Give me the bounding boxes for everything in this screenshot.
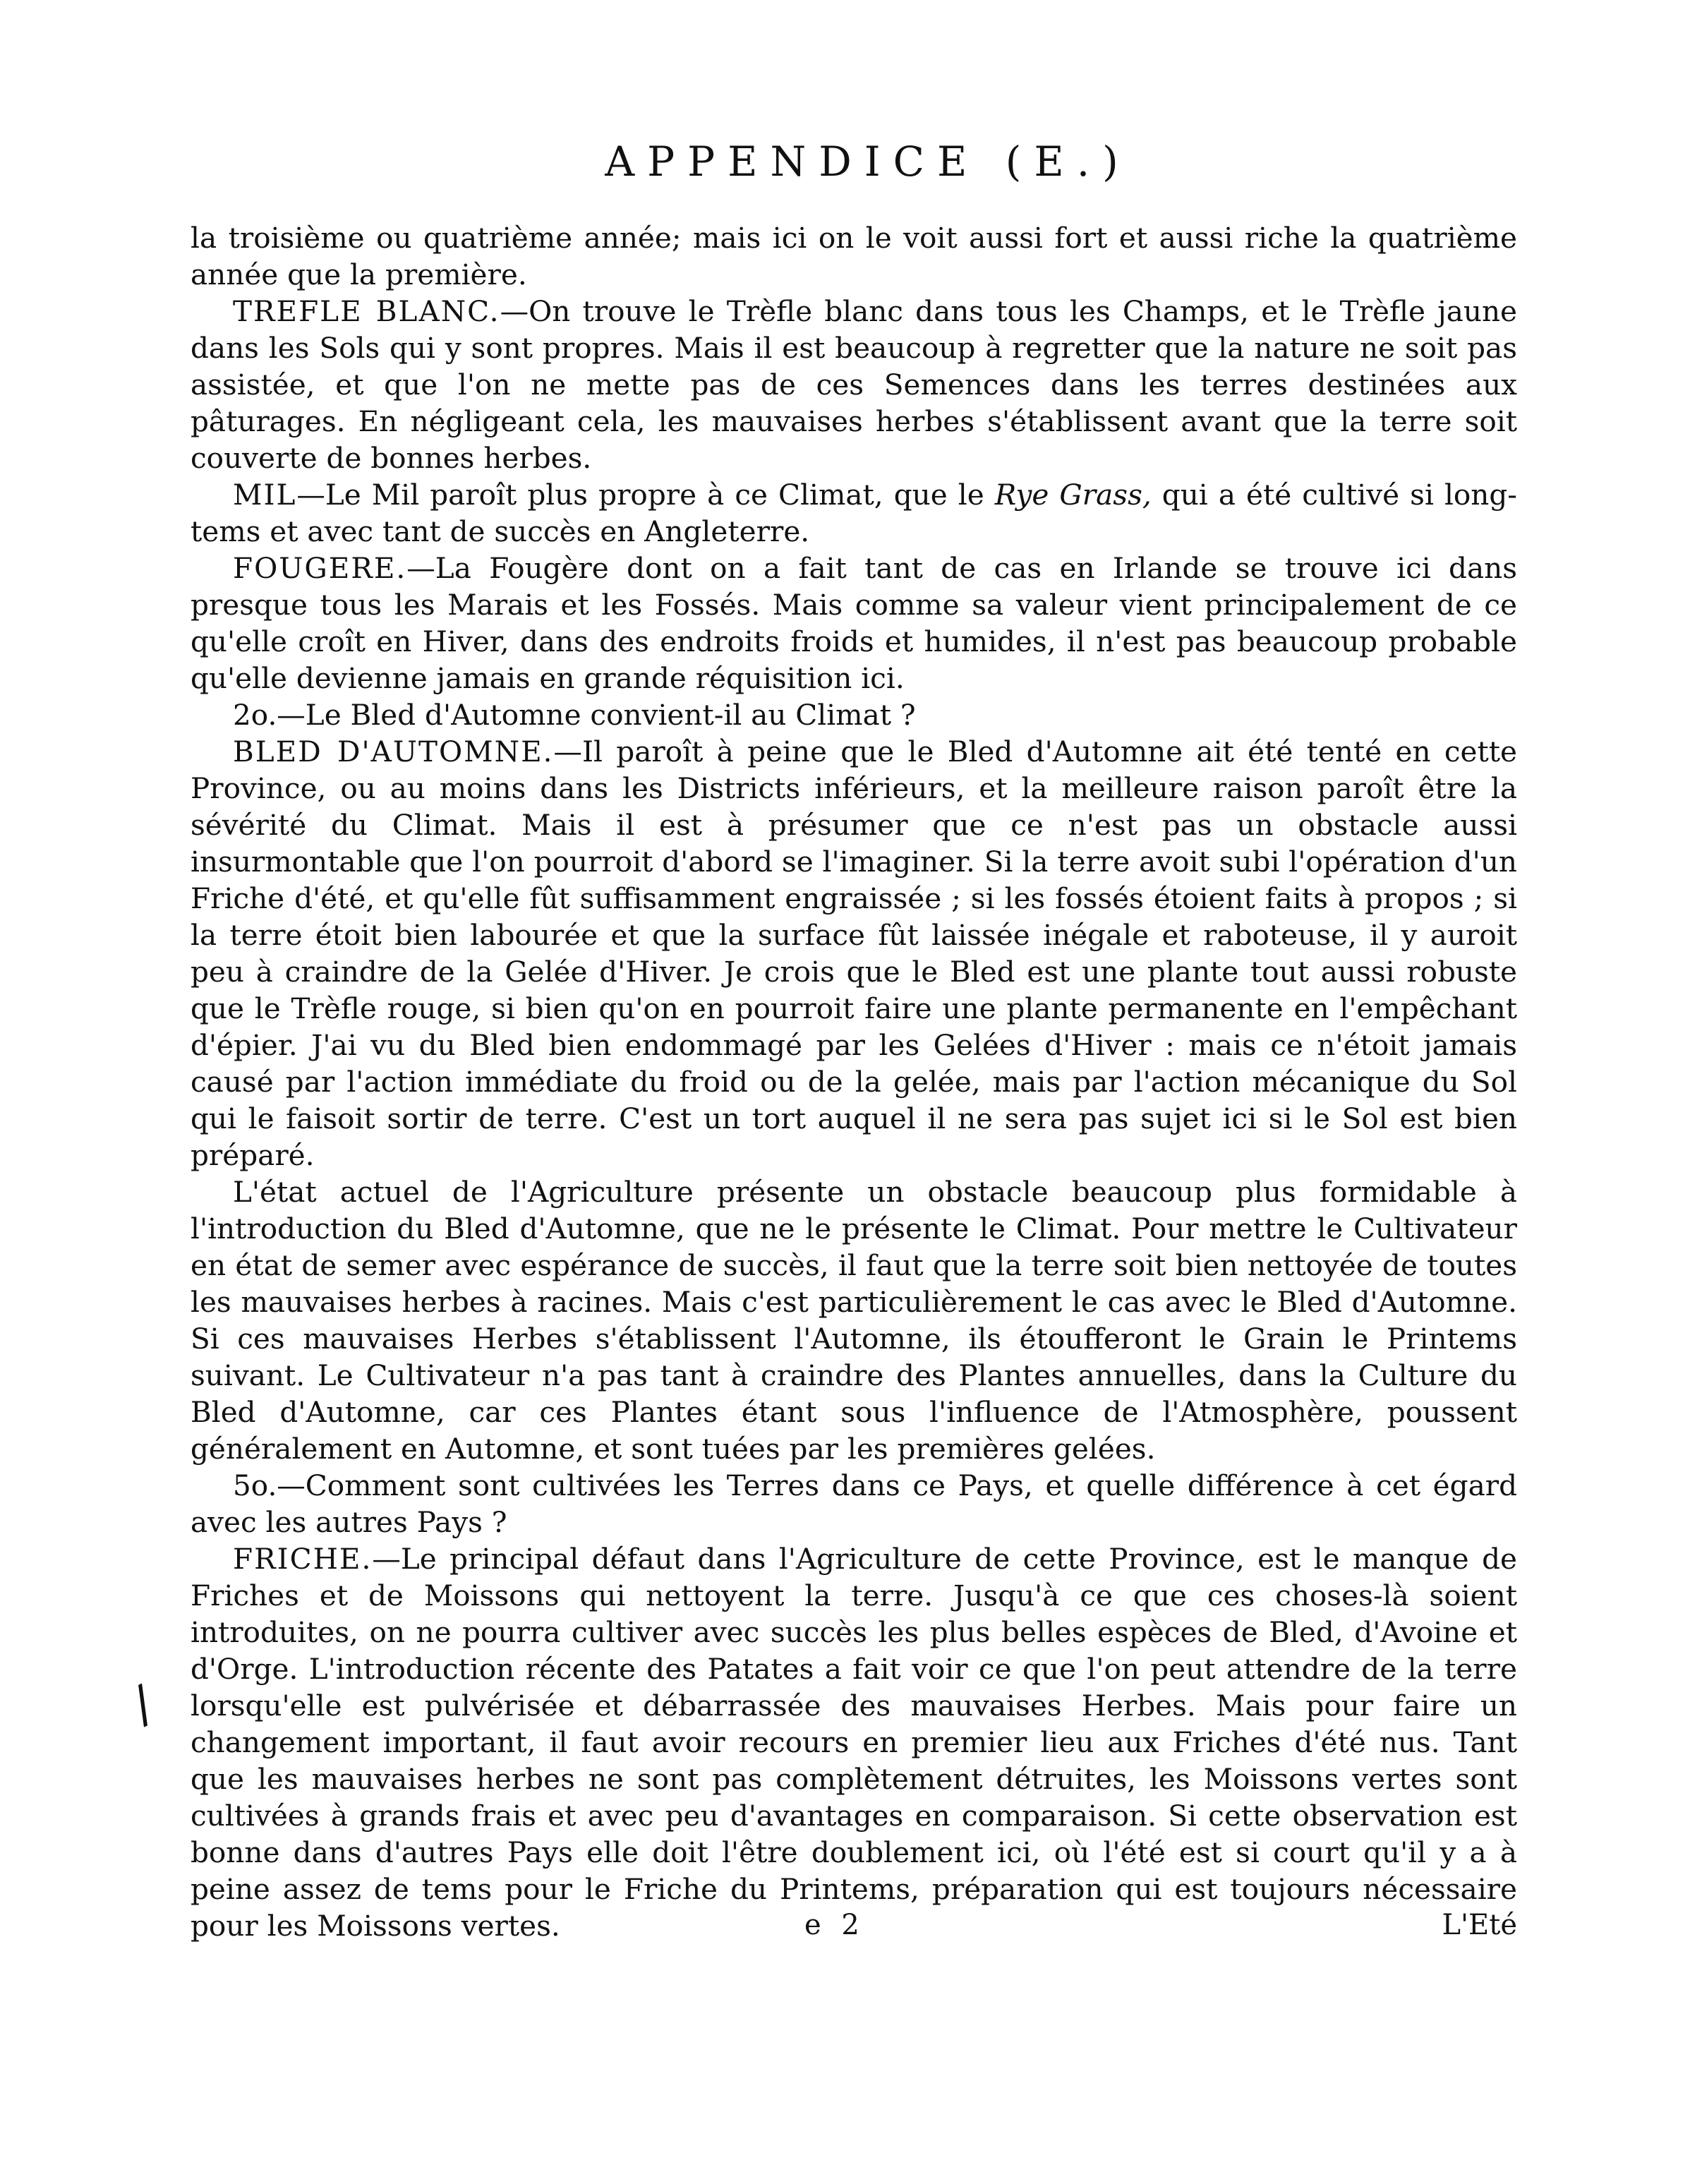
paragraph-text: —Le principal défaut dans l'Agriculture de cette Province, est le manque de Friches et de Moissons qui nettoyent la terre. Jusqu'à ce que ces choses-là soient introduites, on ne pourra cultiver avec succès les plus belles espèces de Bled, d'Avoine et d'Orge. L'introduction récente des Patates a fait voir ce que l'on peut attendre de la terre lorsqu'elle est pulvérisée et débarrassée des mauvaises Herbes. Mais pour faire un changement important, il faut avoir recours en premier lieu aux Friches d'été nus. Tant que les mauvaises herbes ne sont pas complètement détruites, les Moissons vertes sont cultivées à grands frais et avec peu d'avantages en comparaison. Si cette observation est bonne dans d'autres Pays elle doit l'être doublement ici, où l'été est si court qu'il y a à peine assez de tems pour le Friche du Printems, préparation qui est toujours nécessaire pour les Moissons vertes. <box>191 1542 1517 1943</box>
page <box>122 138 1518 2071</box>
paragraph-continuation <box>191 219 1517 293</box>
running-head: APPENDICE (E.) <box>605 138 1131 186</box>
paragraph-mil <box>191 476 1517 550</box>
margin-annotation: / <box>122 1674 162 1734</box>
question-2 <box>191 696 1517 733</box>
paragraph-text: qui a été cultivé si long-tems et avec tant de succès en Angleterre. <box>191 478 1517 548</box>
section-heading: FOUGERE. <box>233 551 407 585</box>
question-text: 2o.—Le Bled d'Automne convient-il au Climat ? <box>233 698 916 732</box>
paragraph-fougere <box>191 550 1517 696</box>
question-5 <box>191 1467 1517 1540</box>
section-heading: MIL <box>233 478 297 512</box>
catchword: L'Eté <box>1442 1909 1517 1941</box>
italic-term: Rye Grass, <box>994 478 1152 512</box>
question-text: 5o.—Comment sont cultivées les Terres dans ce Pays, et quelle différence à cet égard avec les autres Pays ? <box>191 1468 1517 1539</box>
body-text <box>191 219 1517 1944</box>
paragraph-text: —Il paroît à peine que le Bled d'Automne ait été tenté en cette Province, ou au moins dans les Districts inférieurs, et la meilleure raison paroît être la sévérité du Climat. Mais il est à présumer que ce n'est pas un obstacle aussi insurmontable que l'on pourroit d'abord se l'imaginer. Si la terre avoit subi l'opération d'un Friche d'été, et qu'elle fût suffisamment engraissée ; si les fossés étoient faits à propos ; si la terre étoit bien labourée et que la surface fût laissée inégale et raboteuse, il y auroit peu à craindre de la Gelée d'Hiver. Je crois que le Bled est une plante tout aussi robuste que le Trèfle rouge, si bien qu'on en pourroit faire une plante permanente en l'empêchant d'épier. J'ai vu du Bled bien endommagé par les Gelées d'Hiver : mais ce n'étoit jamais causé par l'action immédiate du froid ou de la gelée, mais par l'action mécanique du Sol qui le faisoit sortir de terre. C'est un tort auquel il ne sera pas sujet ici si le Sol est bien préparé. <box>191 735 1518 1172</box>
paragraph-text: —On trouve le Trèfle blanc dans tous les Champs, et le Trèfle jaune dans les Sols qui y sont propres. Mais il est beaucoup à regretter que la nature ne soit pas assistée, et que l'on ne mette pas de ces Semences dans les terres destinées aux pâturages. En négligeant cela, les mauvaises herbes s'établissent avant que la terre soit couverte de bonnes herbes. <box>191 294 1518 475</box>
paragraph-text: —Le Mil paroît plus propre à ce Climat, que le <box>296 478 995 512</box>
paragraph-etat-agriculture <box>191 1174 1517 1467</box>
paragraph-text: L'état actuel de l'Agriculture présente un obstacle beaucoup plus formidable à l'introduction du Bled d'Automne, que ne le présente le Climat. Pour mettre le Cultivateur en état de semer avec espérance de succès, il faut que la terre soit bien nettoyée de toutes les mauvaises herbes à racines. Mais c'est particulièrement le cas avec le Bled d'Automne. Si ces mauvaises Herbes s'établissent l'Automne, ils étoufferont le Grain le Printems suivant. Le Cultivateur n'a pas tant à craindre des Plantes annuelles, dans la Culture du Bled d'Automne, car ces Plantes étant sous l'influence de l'Atmosphère, poussent généralement en Automne, et sont tuées par les premières gelées. <box>191 1175 1517 1466</box>
page-footer <box>191 1909 1517 1951</box>
paragraph-text: —La Fougère dont on a fait tant de cas en Irlande se trouve ici dans presque tous les Marais et les Fossés. Mais comme sa valeur vient principalement de ce qu'elle croît en Hiver, dans des endroits froids et humides, il n'est pas beaucoup probable qu'elle devienne jamais en grande réquisition ici. <box>191 551 1517 695</box>
paragraph-friche <box>191 1540 1517 1944</box>
paragraph-trefle-blanc <box>191 293 1517 476</box>
signature-mark: e 2 <box>804 1909 865 1941</box>
section-heading: FRICHE. <box>233 1542 373 1576</box>
section-heading: TREFLE BLANC. <box>233 294 500 328</box>
paragraph-bled-automne <box>191 733 1517 1174</box>
paragraph-text: la troisième ou quatrième année; mais ici on le voit aussi fort et aussi riche la quatrième année que la première. <box>191 221 1517 291</box>
section-heading: BLED D'AUTOMNE. <box>233 735 554 768</box>
